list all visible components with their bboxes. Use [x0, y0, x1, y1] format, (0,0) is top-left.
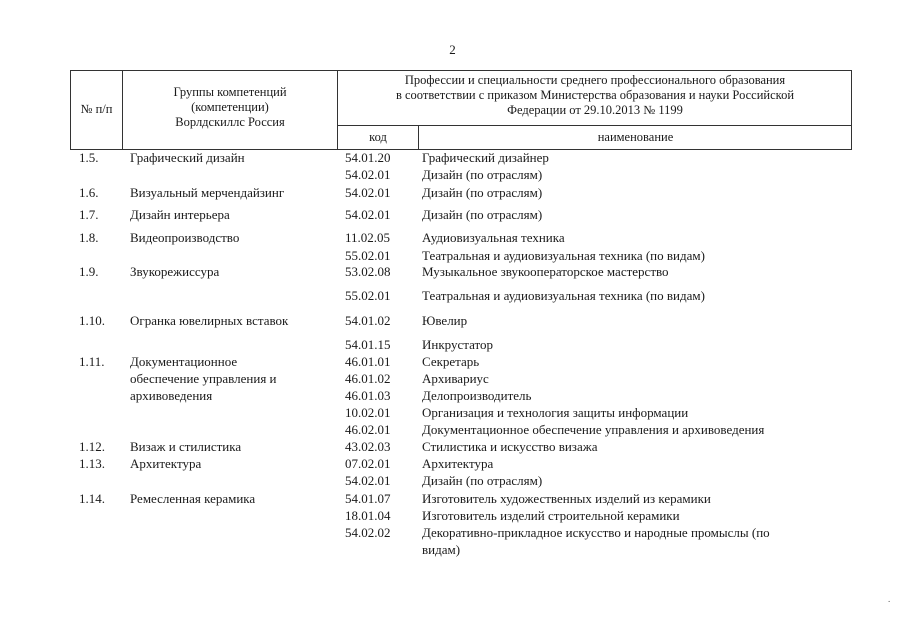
row-number: 1.10. [79, 313, 105, 328]
header-prof-line: в соответствии с приказом Министерства образования и науки Российской [395, 88, 795, 102]
row-number: 1.12. [79, 439, 105, 454]
row-code: 10.02.01 [345, 405, 391, 420]
row-number: 1.5. [79, 150, 99, 165]
row-name: Архитектура [422, 456, 494, 471]
header-group-line: Группы компетенций [173, 85, 287, 99]
row-name: Изготовитель художественных изделий из керамики [422, 491, 711, 506]
row-code: 54.02.01 [345, 473, 391, 488]
row-code: 54.02.01 [345, 185, 391, 200]
row-competency: Документационное [130, 354, 238, 369]
row-competency: Архитектура [130, 456, 202, 471]
row-name: Декоративно-прикладное искусство и народные промыслы (по [422, 525, 770, 540]
row-competency: Ремесленная керамика [130, 491, 256, 506]
row-code: 54.02.02 [345, 525, 391, 540]
row-name: Ювелир [422, 313, 468, 328]
row-number: 1.14. [79, 491, 105, 506]
row-code: 46.01.03 [345, 388, 391, 403]
row-competency: обеспечение управления и [130, 371, 277, 386]
row-code: 54.02.01 [345, 207, 391, 222]
row-name: Дизайн (по отраслям) [422, 473, 543, 488]
row-competency: Звукорежиссура [130, 264, 220, 279]
corner-mark: . [888, 594, 891, 604]
row-code: 54.01.20 [345, 150, 391, 165]
header-prof-line: Федерации от 29.10.2013 № 1199 [507, 103, 683, 117]
row-name: Театральная и аудиовизуальная техника (по видам) [422, 248, 705, 263]
row-name: Инкрустатор [422, 337, 494, 352]
row-code: 54.02.01 [345, 167, 391, 182]
row-name: Стилистика и искусство визажа [422, 439, 598, 454]
row-competency: Визуальный мерчендайзинг [130, 185, 285, 200]
row-code: 54.01.07 [345, 491, 391, 506]
row-name: Документационное обеспечение управления и архивоведения [422, 422, 765, 437]
row-code: 46.01.02 [345, 371, 391, 386]
row-number: 1.11. [79, 354, 105, 369]
row-code: 46.02.01 [345, 422, 391, 437]
row-name: Дизайн (по отраслям) [422, 167, 543, 182]
row-name: Аудиовизуальная техника [422, 230, 565, 245]
header-name: наименование [597, 130, 674, 144]
row-code: 43.02.03 [345, 439, 391, 454]
page-number: 2 [449, 42, 456, 57]
table-header [70, 70, 852, 150]
row-name: Дизайн (по отраслям) [422, 207, 543, 222]
header-group-line: Ворлдскиллс Россия [175, 115, 285, 129]
row-number: 1.7. [79, 207, 99, 222]
row-name: Изготовитель изделий строительной керамики [422, 508, 680, 523]
row-number: 1.9. [79, 264, 99, 279]
header-competency-groups [123, 85, 337, 130]
header-code: код [369, 130, 387, 144]
row-code: 55.02.01 [345, 248, 391, 263]
header-number: № п/п [80, 102, 113, 116]
row-number: 1.13. [79, 456, 105, 471]
row-name: Делопроизводитель [422, 388, 532, 403]
row-competency: Графический дизайн [130, 150, 245, 165]
row-competency: Дизайн интерьера [130, 207, 230, 222]
row-competency: Огранка ювелирных вставок [130, 313, 289, 328]
header-prof-line: Профессии и специальности среднего профессионального образования [404, 73, 786, 87]
row-competency: архивоведения [130, 388, 213, 403]
row-name: Архивариус [422, 371, 489, 386]
row-code: 07.02.01 [345, 456, 391, 471]
row-name: Графический дизайнер [422, 150, 549, 165]
row-number: 1.6. [79, 185, 99, 200]
row-code: 54.01.15 [345, 337, 391, 352]
row-divider [337, 125, 851, 126]
row-code: 11.02.05 [345, 230, 391, 245]
header-group-line: (компетенции) [191, 100, 269, 114]
row-number: 1.8. [79, 230, 99, 245]
row-name: Музыкальное звукооператорское мастерство [422, 264, 669, 279]
row-code: 53.02.08 [345, 264, 391, 279]
row-code: 54.01.02 [345, 313, 391, 328]
row-name: Дизайн (по отраслям) [422, 185, 543, 200]
row-code: 46.01.01 [345, 354, 391, 369]
row-code: 55.02.01 [345, 288, 391, 303]
row-name: Секретарь [422, 354, 480, 369]
row-name: Организация и технология защиты информации [422, 405, 689, 420]
row-competency: Видеопроизводство [130, 230, 240, 245]
header-professions [338, 73, 852, 118]
row-code: 18.01.04 [345, 508, 391, 523]
row-competency: Визаж и стилистика [130, 439, 242, 454]
row-name: Театральная и аудиовизуальная техника (по видам) [422, 288, 705, 303]
row-name: видам) [422, 542, 461, 557]
